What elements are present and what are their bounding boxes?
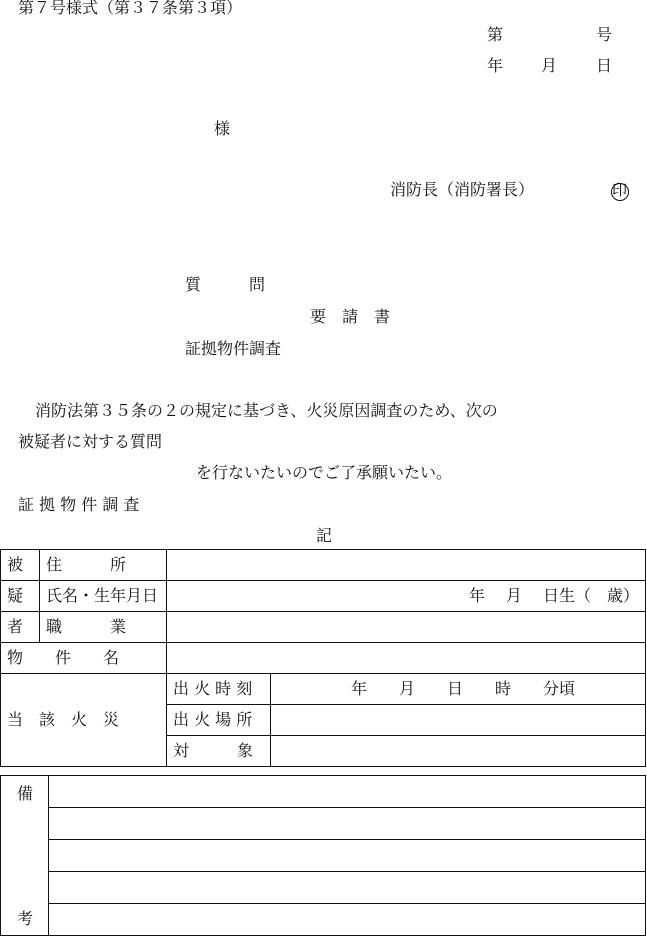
notes-row: [1, 904, 646, 936]
target-value-field[interactable]: [271, 736, 646, 767]
name-birth-value-field[interactable]: [167, 581, 646, 612]
fire-place-value-field[interactable]: [271, 705, 646, 736]
notes-line-4[interactable]: [49, 872, 646, 904]
notes-label-top: 備: [17, 784, 34, 803]
doc-number-dai: 第: [487, 25, 504, 44]
doc-number-go: 号: [596, 25, 613, 44]
body-line-2: 被疑者に対する質問: [18, 432, 163, 451]
body-line-4: 証 拠 物 件 調 査: [18, 495, 140, 514]
date-day: 日: [596, 56, 613, 75]
job-label: 職 業: [40, 612, 167, 643]
notes-table: [0, 775, 646, 936]
title-main: 要 請 書: [310, 307, 391, 326]
suspect-char-3: 者: [1, 612, 40, 643]
fire-place-label: 出 火 場 所: [167, 705, 271, 736]
table-row-name: [1, 581, 646, 612]
table-row-address: [1, 550, 646, 581]
table-row-item: [1, 643, 646, 674]
addressee-sama: 様: [214, 119, 231, 138]
seal-circle-icon: [611, 183, 629, 201]
body-line-3: を行ないたいのでご了承願いたい。: [196, 463, 453, 482]
table-row-fire-time: [1, 674, 646, 705]
item-name-value-field[interactable]: [167, 643, 646, 674]
job-value-field[interactable]: [167, 612, 646, 643]
ki-heading: 記: [316, 526, 333, 545]
table-row-job: [1, 612, 646, 643]
notes-row: [1, 808, 646, 840]
notes-row: [1, 872, 646, 904]
seal-text: 印: [612, 181, 628, 199]
date-year: 年: [487, 56, 504, 75]
notes-line-3[interactable]: [49, 840, 646, 872]
notes-label-bottom: 考: [17, 909, 34, 928]
sender-title: 消防長（消防署長）: [390, 180, 535, 199]
target-label: 対 象: [167, 736, 271, 767]
name-birth-label: 氏名・生年月日: [40, 581, 167, 612]
notes-label-cell: [1, 776, 49, 936]
title-option-evidence: 証拠物件調査: [185, 339, 282, 358]
notes-row: [1, 840, 646, 872]
fire-time-units: 年 月 日 時 分頃: [351, 679, 576, 698]
notes-line-1[interactable]: [49, 776, 646, 808]
title-option-question: 質 問: [185, 275, 266, 294]
fire-time-value-field[interactable]: [271, 674, 646, 705]
seal-mark: [612, 183, 627, 198]
address-label: 住 所: [40, 550, 167, 581]
fire-time-label: 出 火 時 刻: [167, 674, 271, 705]
form-reference: 第７号様式（第３７条第３項）: [18, 0, 243, 17]
item-name-label: 物 件 名: [1, 643, 167, 674]
notes-line-5[interactable]: [49, 904, 646, 936]
birth-date-age-text: 年 月 日生（ 歳）: [468, 586, 639, 605]
fire-label: 当 該 火 災: [1, 674, 167, 767]
date-month: 月: [541, 56, 558, 75]
notes-line-2[interactable]: [49, 808, 646, 840]
address-value-field[interactable]: [167, 550, 646, 581]
form-table: [0, 549, 646, 767]
suspect-char-2: 疑: [1, 581, 40, 612]
suspect-char-1: 被: [1, 550, 40, 581]
notes-row: [1, 776, 646, 808]
body-line-1: 消防法第３５条の２の規定に基づき、火災原因調査のため、次の: [35, 401, 498, 420]
